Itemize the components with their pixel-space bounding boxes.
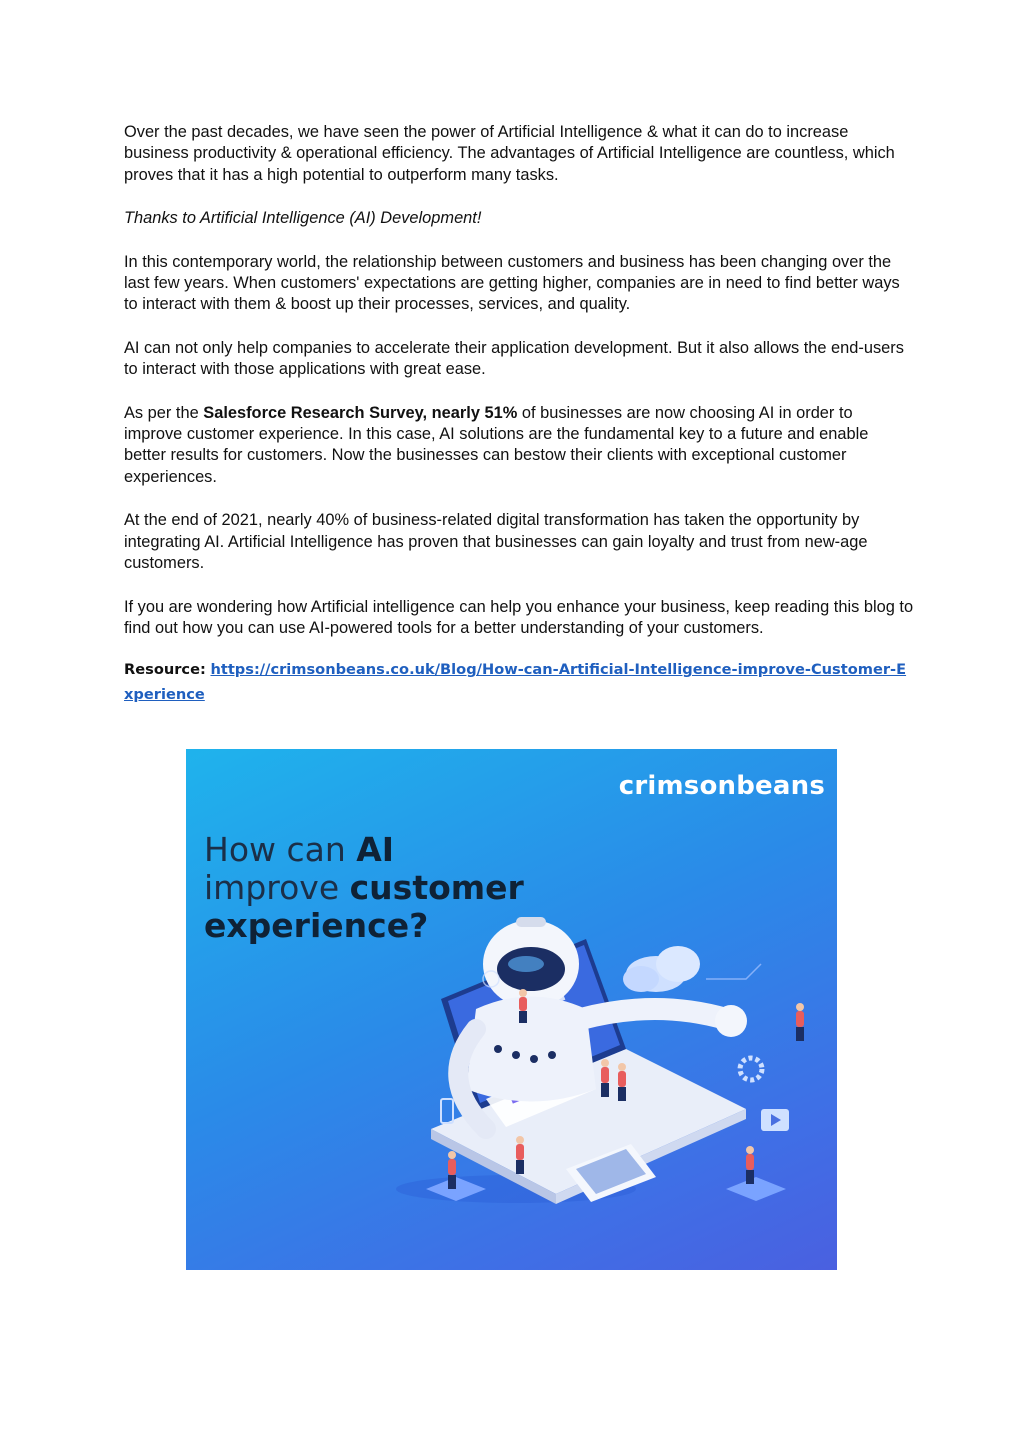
paragraph-wondering: If you are wondering how Artificial intelligence can help you enhance your business, keep reading this blog to find out how you can use AI-powered tools for a better understanding of your customers. (124, 597, 914, 637)
headline-line-3-bold: experience? (204, 906, 429, 945)
ai-robot-illustration (186, 749, 837, 1270)
headline-line-2-bold: customer (349, 868, 524, 907)
resource-link[interactable]: https://crimsonbeans.co.uk/Blog/How-can-Artificial-Intelligence-improve-Customer-Experience (124, 661, 907, 704)
headline-line-2-light: improve (204, 868, 350, 907)
resource-line (124, 657, 914, 707)
brand-logo-text: crimsonbeans (618, 771, 825, 801)
paragraph-salesforce (124, 403, 914, 489)
paragraph-intro: Over the past decades, we have seen the power of Artificial Intelligence & what it can do to increase business productivity & operational efficiency. The advantages of Artificial Intelligence are countless, which proves that it has a high potential to outperform many tasks. (124, 123, 895, 184)
headline-line-1 (204, 831, 524, 869)
paragraph-2021: At the end of 2021, nearly 40% of business-related digital transformation has taken the opportunity by integrating AI. Artificial Intelligence has proven that businesses can gain loyalty and trust from new-age customers. (124, 511, 868, 573)
resource-label: Resource: (124, 661, 206, 679)
banner-headline (204, 831, 524, 945)
paragraph-ai-help: AI can not only help companies to accelerate their application development. But it also allows the end-users to interact with those applications with great ease. (124, 338, 904, 379)
headline-line-2 (204, 869, 524, 907)
headline-line-3 (204, 907, 524, 945)
banner-image (186, 749, 837, 1270)
salesforce-highlight: Salesforce Research Survey, nearly 51% (203, 403, 518, 422)
paragraph-thanks: Thanks to Artificial Intelligence (AI) Development! (124, 209, 482, 228)
article-body (124, 122, 914, 707)
headline-line-1-bold: AI (356, 830, 395, 869)
paragraph-relationship: In this contemporary world, the relationship between customers and business has been changing over the last few years. When customers' expectations are getting higher, companies are in need to find better ways to interact with them & boost up their processes, services, and quality. (124, 252, 900, 314)
headline-line-1-light: How can (204, 830, 357, 869)
salesforce-text-after: of businesses are now choosing AI in order to improve customer experience. In this case, AI solutions are the fundamental key to a future and enable better results for customers. Now the businesses can bestow their clients with exceptional customer experiences. (124, 403, 869, 486)
salesforce-text-before: As per the (124, 403, 204, 422)
